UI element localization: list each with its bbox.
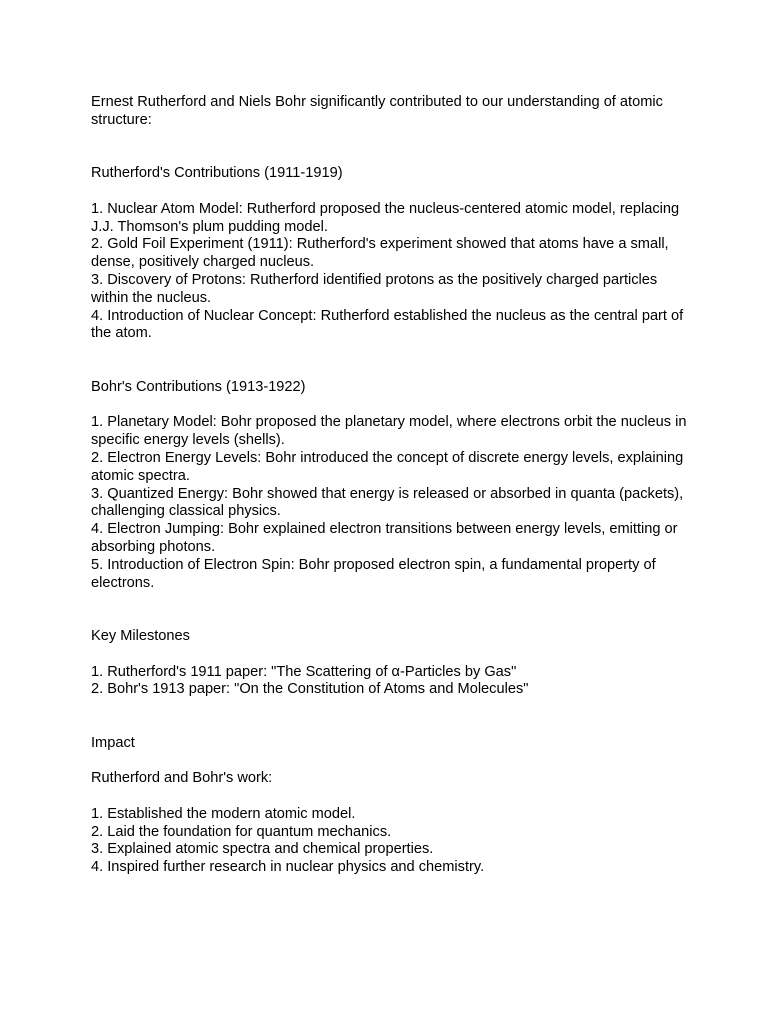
- impact-heading: Impact: [91, 734, 135, 751]
- impact-section: [91, 735, 691, 877]
- spacer: [91, 130, 691, 166]
- list-item: 5. Introduction of Electron Spin: Bohr proposed electron spin, a fundamental property of electrons.: [91, 556, 656, 591]
- list-item: 4. Electron Jumping: Bohr explained electron transitions between energy levels, emitting or absorbing photons.: [91, 521, 678, 555]
- bohr-list: [91, 414, 691, 592]
- list-item: 2. Bohr's 1913 paper: "On the Constitution of Atoms and Molecules": [91, 681, 529, 698]
- bohr-heading: Bohr's Contributions (1913-1922): [91, 378, 306, 395]
- list-item: 2. Electron Energy Levels: Bohr introduced the concept of discrete energy levels, explaining atomic spectra.: [91, 449, 684, 484]
- milestones-list: [91, 664, 691, 700]
- document-body: [91, 94, 691, 877]
- list-item: 1. Rutherford's 1911 paper: "The Scattering of α-Particles by Gas": [91, 663, 517, 680]
- list-item: 3. Explained atomic spectra and chemical properties.: [91, 841, 434, 858]
- bohr-section: [91, 379, 691, 593]
- milestones-section: [91, 628, 691, 699]
- impact-lead: Rutherford and Bohr's work:: [91, 770, 273, 787]
- spacer: [91, 183, 691, 201]
- rutherford-section: [91, 165, 691, 343]
- spacer: [91, 788, 691, 806]
- impact-list: [91, 806, 691, 877]
- spacer: [91, 397, 691, 415]
- list-item: 2. Gold Foil Experiment (1911): Rutherford's experiment showed that atoms have a small, dense, positively charged nucleus.: [91, 236, 669, 271]
- spacer: [91, 699, 691, 735]
- rutherford-list: [91, 201, 691, 343]
- intro-paragraph: Ernest Rutherford and Niels Bohr significantly contributed to our understanding of atomic structure:: [91, 94, 667, 128]
- list-item: 4. Inspired further research in nuclear physics and chemistry.: [91, 859, 485, 876]
- list-item: 4. Introduction of Nuclear Concept: Rutherford established the nucleus as the central part of the atom.: [91, 307, 684, 342]
- list-item: 2. Laid the foundation for quantum mechanics.: [91, 823, 392, 840]
- rutherford-heading: Rutherford's Contributions (1911-1919): [91, 165, 343, 182]
- spacer: [91, 592, 691, 628]
- spacer: [91, 343, 691, 379]
- milestones-heading: Key Milestones: [91, 627, 190, 644]
- spacer: [91, 752, 691, 770]
- list-item: 1. Established the modern atomic model.: [91, 805, 356, 822]
- list-item: 3. Quantized Energy: Bohr showed that energy is released or absorbed in quanta (packets), challenging classical physics.: [91, 485, 684, 520]
- spacer: [91, 646, 691, 664]
- list-item: 1. Planetary Model: Bohr proposed the planetary model, where electrons orbit the nucleus in specific energy levels (shells).: [91, 414, 687, 449]
- list-item: 1. Nuclear Atom Model: Rutherford proposed the nucleus-centered atomic model, replacing J.J. Thomson's plum pudding model.: [91, 200, 680, 235]
- list-item: 3. Discovery of Protons: Rutherford identified protons as the positively charged particles within the nucleus.: [91, 271, 658, 306]
